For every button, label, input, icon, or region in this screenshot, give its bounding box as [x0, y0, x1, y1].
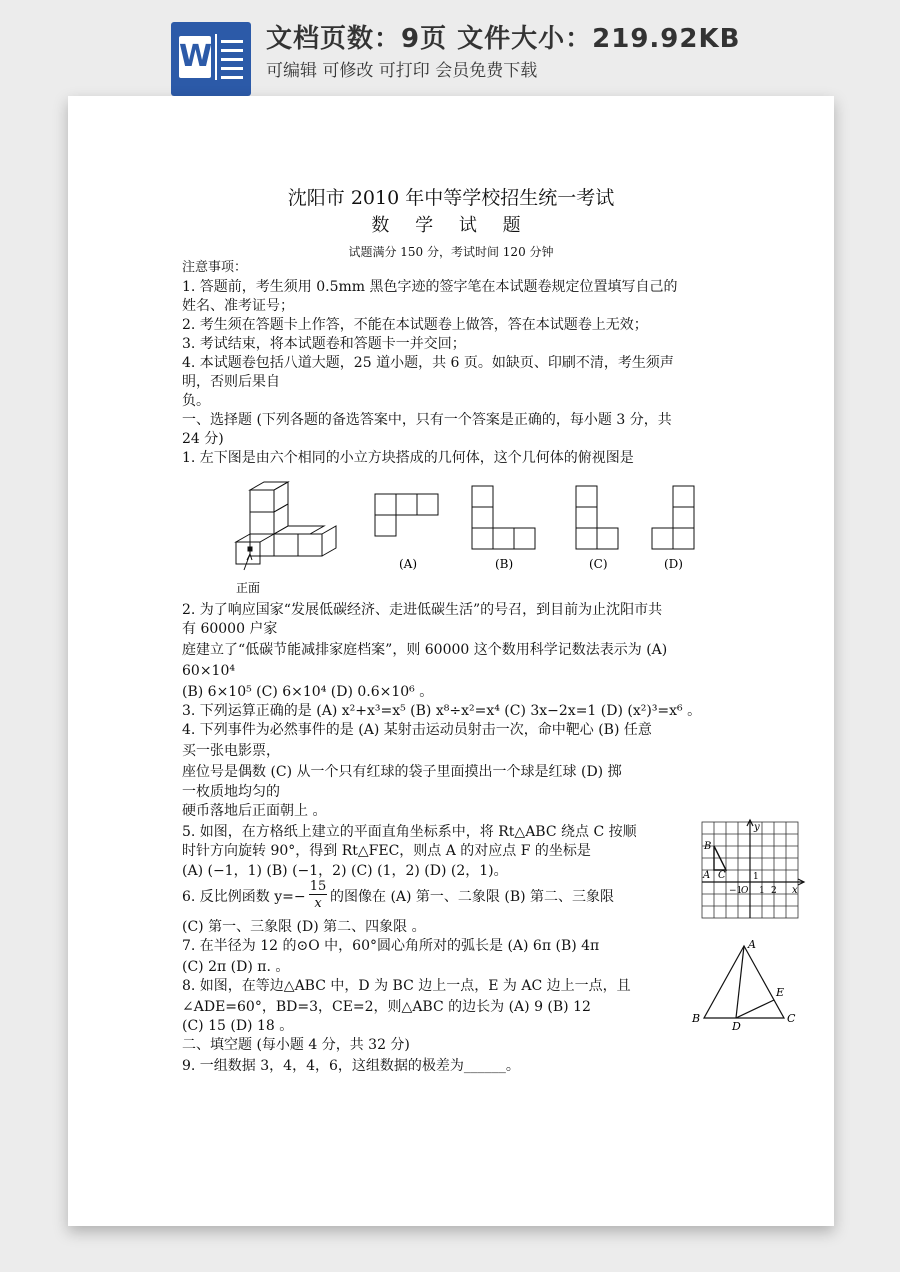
- text-line: 一枚质地均匀的: [182, 784, 280, 800]
- fraction-denominator: x: [314, 896, 322, 911]
- section-heading: 一、选择题 (下列各题的备选答案中，只有一个答案是正确的，每小题 3 分，共: [182, 412, 672, 428]
- option-d-label: (D): [664, 557, 683, 571]
- text-line: 买一张电影票，: [182, 743, 280, 759]
- point-d-label: D: [732, 1020, 741, 1033]
- option-b-label: (B): [495, 557, 514, 571]
- option-a-figure: [375, 494, 438, 536]
- download-banner: [0, 0, 900, 96]
- vertex-c-label: C: [787, 1012, 796, 1025]
- tick-label: 1: [759, 886, 765, 896]
- option-a-label: (A): [399, 557, 418, 571]
- figure-q5-grid: [696, 818, 806, 926]
- notes-heading: 注意事项：: [182, 260, 248, 275]
- question-3: 3. 下列运算正确的是 (A) x²+x³=x⁵ (B) x⁸÷x²=x⁴ (C) 3x−2x=1 (D) (x²)³=x⁶ 。: [182, 703, 702, 719]
- tick-label: 2: [771, 886, 777, 896]
- text-line: 庭建立了“低碳节能减排家庭档案”，则 60000 这个数用科学记数法表示为 (A): [182, 642, 668, 658]
- point-b-label: B: [704, 841, 712, 852]
- text-line: ∠ADE=60°，BD=3，CE=2，则△ABC 的边长为 (A) 9 (B) 12: [182, 999, 591, 1015]
- origin-label: O: [741, 886, 749, 896]
- option-c-figure: [576, 486, 618, 549]
- text-line: (C) 第一、三象限 (D) 第二、四象限 。: [182, 919, 426, 935]
- exam-info: 试题满分 150 分，考试时间 120 分钟: [348, 245, 554, 259]
- point-e-label: E: [776, 986, 785, 999]
- option-b-figure: [472, 486, 535, 549]
- banner-title: 文档页数：9页 文件大小：219.92KB: [266, 24, 741, 54]
- option-d-figure: [652, 486, 694, 549]
- text-line: 时针方向旋转 90°，得到 Rt△FEC，则点 A 的对应点 F 的坐标是: [182, 843, 591, 859]
- question-1: 1. 左下图是由六个相同的小立方块搭成的几何体，这个几何体的俯视图是: [182, 450, 634, 466]
- question-7: 7. 在半径为 12 的⊙O 中，60°圆心角所对的弧长是 (A) 6π (B) 4π: [182, 938, 600, 954]
- text-line: 姓名、准考证号；: [182, 298, 294, 314]
- text-line: 明，否则后果自: [182, 374, 280, 390]
- question-6: 6. 反比例函数 y=−: [182, 889, 306, 905]
- section-heading: 二、填空题 (每小题 4 分，共 32 分): [182, 1037, 410, 1053]
- text-line: 3. 考试结束，将本试题卷和答题卡一并交回；: [182, 336, 466, 352]
- banner-subtitle: 可编辑 可修改 可打印 会员免费下载: [266, 61, 538, 81]
- cube-solid-drawing: [236, 482, 336, 570]
- document-page: [68, 96, 834, 1226]
- question-5: 5. 如图，在方格纸上建立的平面直角坐标系中，将 Rt△ABC 绕点 C 按顺: [182, 824, 637, 840]
- text-line: 4. 本试题卷包括八道大题，25 道小题，共 6 页。如缺页、印刷不清，考生须声: [182, 355, 674, 371]
- text-line: (C) 15 (D) 18 。: [182, 1018, 294, 1034]
- text-line: 2. 考生须在答题卡上作答，不能在本试题卷上做答，答在本试题卷上无效；: [182, 317, 648, 333]
- question-4: 4. 下列事件为必然事件的是 (A) 某射击运动员射击一次，命中靶心 (B) 任意: [182, 722, 652, 738]
- word-document-icon: [171, 22, 251, 96]
- point-c-label: C: [718, 870, 726, 881]
- fraction-numerator: 15: [309, 879, 327, 894]
- text-line: 负。: [182, 393, 210, 409]
- text-line: 座位号是偶数 (C) 从一个只有红球的袋子里面摸出一个球是红球 (D) 掷: [182, 764, 622, 780]
- text-line: (A) (−1，1) (B) (−1，2) (C) (1，2) (D) (2，1)。: [182, 863, 508, 879]
- axis-x-label: x: [792, 885, 798, 896]
- tick-label: −1: [729, 886, 743, 896]
- exam-subject: 数 学 试 题: [371, 215, 531, 236]
- point-a-label: A: [703, 870, 711, 881]
- question-2: 2. 为了响应国家“发展低碳经济、走进低碳生活”的号召，到目前为止沈阳市共: [182, 602, 663, 618]
- word-icon-letter: W: [179, 36, 211, 78]
- figure-q8-triangle: [688, 938, 808, 1034]
- text-line: 60×10⁴: [182, 663, 235, 679]
- text-line: 24 分): [182, 431, 224, 447]
- tick-label: 1: [753, 872, 759, 882]
- text-line: 的图像在 (A) 第一、二象限 (B) 第二、三象限: [330, 889, 615, 905]
- option-c-label: (C): [589, 557, 608, 571]
- front-label: 正面: [236, 581, 261, 595]
- exam-title: 沈阳市 2010 年中等学校招生统一考试: [287, 187, 615, 209]
- vertex-a-label: A: [748, 938, 756, 951]
- text-line: (B) 6×10⁵ (C) 6×10⁴ (D) 0.6×10⁶ 。: [182, 684, 434, 700]
- axis-y-label: y: [754, 822, 760, 833]
- text-line: (C) 2π (D) π. 。: [182, 959, 290, 975]
- question-9: 9. 一组数据 3，4，4，6，这组数据的极差为______。: [182, 1058, 520, 1074]
- text-line: 有 60000 户家: [182, 621, 278, 637]
- vertex-b-label: B: [692, 1012, 701, 1025]
- text-line: 硬币落地后正面朝上 。: [182, 803, 327, 819]
- question-8: 8. 如图，在等边△ABC 中，D 为 BC 边上一点，E 为 AC 边上一点，且: [182, 978, 631, 994]
- figure-q1: [68, 474, 834, 604]
- word-icon-lines: [215, 34, 245, 80]
- text-line: 1. 答题前，考生须用 0.5mm 黑色字迹的签字笔在本试题卷规定位置填写自己的: [182, 279, 678, 295]
